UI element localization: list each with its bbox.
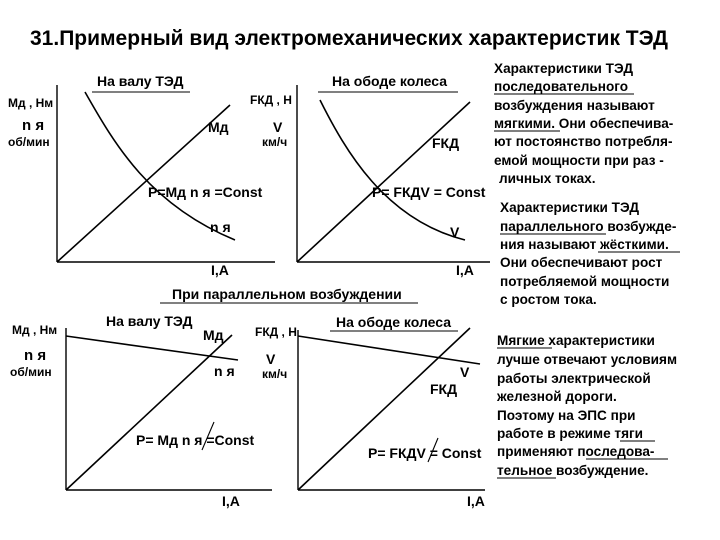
note2-line: Характеристики ТЭД bbox=[500, 200, 640, 215]
bottom-right-x-label: I,А bbox=[467, 493, 485, 509]
bottom-right-velocity-line bbox=[298, 336, 480, 364]
note2-line: Они обеспечивают рост bbox=[500, 255, 663, 270]
note1-line: возбуждения называют bbox=[494, 98, 655, 113]
top-right-formula: P= FКДV = Const bbox=[372, 184, 486, 200]
side-note-conclusion bbox=[496, 333, 677, 478]
parallel-excitation-caption: При параллельном возбуждении bbox=[172, 286, 402, 302]
note3-line: лучше отвечают условиям bbox=[497, 352, 677, 367]
top-right-x-label: I,А bbox=[456, 262, 474, 278]
note3-line: тельное возбуждение. bbox=[497, 463, 649, 478]
note2-line: потребляемой мощности bbox=[500, 274, 670, 289]
top-right-y-label-force: FКД , Н bbox=[250, 93, 292, 107]
top-right-y-label-unit: км/ч bbox=[262, 135, 288, 149]
note3-line: железной дороги. bbox=[497, 389, 617, 404]
top-left-header: На валу ТЭД bbox=[97, 73, 184, 89]
note1-line: мягкими. Они обеспечива- bbox=[494, 116, 674, 131]
note1-line: личных токах. bbox=[499, 171, 596, 186]
bottom-left-formula: P= Mд n я =Const bbox=[136, 432, 255, 448]
bottom-left-torque-line bbox=[66, 335, 232, 490]
bottom-left-curve-label-speed: n я bbox=[214, 363, 235, 379]
top-right-curve-label-force: FКД bbox=[432, 135, 460, 151]
note3-line: применяют последова- bbox=[497, 444, 655, 459]
top-left-curve-label-speed: n я bbox=[210, 219, 231, 235]
top-left-speed-curve bbox=[85, 92, 235, 240]
bottom-right-y-label-force: FКД , Н bbox=[255, 325, 297, 339]
note1-line: последовательного bbox=[494, 79, 629, 94]
bottom-right-y-label-unit: км/ч bbox=[262, 367, 288, 381]
bottom-left-x-label: I,А bbox=[222, 493, 240, 509]
note1-line: емой мощности при раз - bbox=[494, 153, 664, 168]
top-right-curve-label-velocity: V bbox=[450, 224, 460, 240]
bottom-right-y-label-velocity: V bbox=[266, 351, 276, 367]
bottom-left-y-label-torque: Мд , Нм bbox=[12, 323, 58, 337]
side-note-parallel bbox=[500, 200, 680, 307]
bottom-left-header: На валу ТЭД bbox=[106, 313, 193, 329]
bottom-right-plot bbox=[255, 314, 485, 509]
note2-line: с ростом тока. bbox=[500, 292, 597, 307]
bottom-right-force-line bbox=[298, 328, 470, 490]
bottom-right-header: На ободе колеса bbox=[336, 314, 451, 330]
note3-line: работы электрической bbox=[497, 371, 651, 386]
top-left-plot bbox=[8, 73, 275, 278]
top-right-plot bbox=[250, 73, 490, 278]
top-left-y-label-torque: Мд , Нм bbox=[8, 96, 54, 110]
top-left-y-label-speed: n я bbox=[22, 117, 45, 134]
note1-line: ют постоянство потребля- bbox=[494, 134, 673, 149]
page-title: 31.Примерный вид электромеханических характеристик ТЭД bbox=[30, 27, 668, 50]
top-right-force-line bbox=[297, 102, 470, 262]
top-left-formula: P=Mд n я =Const bbox=[148, 184, 263, 200]
bottom-right-formula: P= FКДV = Const bbox=[368, 445, 482, 461]
bottom-right-curve-label-velocity: V bbox=[460, 364, 470, 380]
note1-line: Характеристики ТЭД bbox=[494, 61, 634, 76]
top-right-header: На ободе колеса bbox=[332, 73, 447, 89]
bottom-right-curve-label-force: FКД bbox=[430, 381, 458, 397]
bottom-left-y-label-unit: об/мин bbox=[10, 365, 52, 379]
top-left-x-label: I,А bbox=[211, 262, 229, 278]
note2-line: ния называют жёсткими. bbox=[500, 237, 669, 252]
bottom-left-curve-label-torque: Мд bbox=[203, 327, 224, 343]
note3-line: работе в режиме тяги bbox=[497, 426, 644, 441]
note3-line: Поэтому на ЭПС при bbox=[497, 408, 636, 423]
top-left-y-label-unit: об/мин bbox=[8, 135, 50, 149]
bottom-left-y-label-speed: n я bbox=[24, 347, 47, 364]
note2-line: параллельного возбужде- bbox=[500, 219, 677, 234]
bottom-left-plot bbox=[10, 313, 272, 509]
top-left-curve-label-torque: Мд bbox=[208, 119, 229, 135]
side-note-series bbox=[494, 61, 673, 186]
top-right-y-label-velocity: V bbox=[273, 119, 283, 135]
top-right-velocity-curve bbox=[320, 100, 465, 240]
note3-line: Мягкие характеристики bbox=[497, 333, 655, 348]
